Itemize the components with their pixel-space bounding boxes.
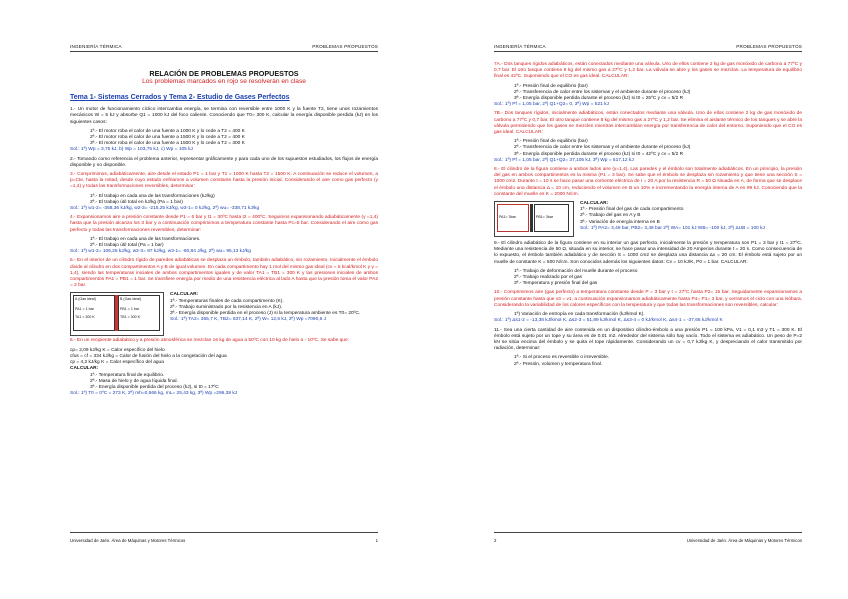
page-2 — [424, 0, 848, 599]
problem-3: 3.- Comprimimos, adiabáticamente, aire desde el estado P1 = 1 bar y T1 = 1000 K hasta T2 = 1500 K. A continuación se reduce el volumen, a p=Cte, hasta la mitad, desde cuyo estado enfriamos a volumen constante hasta la presión inicial. Considerando el aire como gas perfecto (γ =1,4) y todas las transformaciones reversibles, determinar: — [70, 172, 378, 190]
problem-7b-item: 3ª.- Energía disponible perdida durante el proceso (kJ) si t0 = 42ºC y cv = 5/2 R — [514, 151, 684, 157]
problem-7a-item: 1ª.- Presión final de equilibrio (bar) — [514, 83, 588, 89]
problem-7a-item: 3ª.- Energía disponible perdida durante el proceso (kJ) si t0 = 25ºC y cv = 5/2 R — [514, 96, 684, 102]
problem-5-item: 3ª.- Energía disponible perdida en el proceso (J) si la temperatura ambiente es T0= 20ºC. — [170, 311, 361, 317]
compartment-b — [118, 295, 160, 331]
piston — [530, 204, 533, 232]
compartment-a-pressure: PA1 = 1 bar — [75, 307, 94, 312]
problem-8-item: 3ª.- Variación de energía interna en B — [580, 219, 660, 225]
section-heading: Tema 1- Sistemas Cerrados y Tema 2- Estudio de Gases Perfectos — [70, 94, 290, 101]
compartment-a — [73, 295, 115, 331]
problem-6-item: 1ª.- Temperatura final de equilibrio. — [90, 372, 165, 378]
compartment-b-pressure: PB1 = 1 bar — [120, 307, 140, 312]
compartment-b-label: B (Gas ideal) — [120, 297, 141, 302]
compartment-b-pressure: PB1= 3bar — [536, 215, 554, 220]
page-number: 1 — [375, 538, 378, 543]
problem-4-item: 2ª.- El trabajo útil total (Pa = 1 bar) — [90, 243, 164, 249]
problem-8-solution: Sol.: 1ª) PA2= 3,48 bar, PB2= 3,48 bar 2ª) WA= 101 kJ WB= -100 kJ, 3ª) ΔUB = 100 kJ — [580, 225, 765, 231]
problem-3-solution: Sol.: 1ª) w1-2= -358,36 kJ/kg, w2-3= -215,25 kJ/kg, w3-1= 0 kJ/kg, 2ª) wu= -338,71 kJ/kg — [70, 206, 260, 212]
compartment-a-pressure: PA1= 3bar — [499, 215, 516, 220]
problem-8-item: 2ª.- Trabajo del gas en A y B — [580, 213, 641, 219]
problem-7b-solution: Sol.: 1ª) Pf = 1,05 bar, 2ª) Q1+Q2= 37,105 kJ, 3ª) Wp = 517,12 kJ — [494, 157, 634, 163]
document-title: RELACIÓN DE PROBLEMAS PROPUESTOS — [149, 69, 299, 78]
problem-6-data: cfus = cf = 334 kJ/kg = Calor de fusión del hielo a la congelación del agua — [70, 353, 227, 359]
calculate-label: CALCULAR: — [70, 366, 99, 372]
header-right: PROBLEMAS PROPUESTOS — [736, 44, 802, 49]
document-subtitle: Los problemas marcados en rojo se resolverán en clase — [142, 78, 306, 85]
problem-5-item: 1ª.- Temperaturas finales de cada compartimento (K). — [170, 298, 284, 304]
problem-4-solution: Sol.: 1ª) w1-2= 106,26 kJ/kg, w2-3= 87 kJ/kg, w3-1= -60,84 J/kg, 2ª) wu= 95,13 kJ/kg — [70, 249, 251, 255]
compartment-a-temperature: TA1 = 300 K — [75, 314, 95, 319]
problem-6-item: 2ª.- Masa de hielo y de agua líquida final. — [90, 378, 178, 384]
problem-1-item: 1ª.- El motor roba el calor de una fuente a 1000 K y lo cede a T2 = 400 K — [90, 128, 245, 134]
problem-7b-item: 1ª.- Presión final de equilibrio (bar) — [514, 139, 588, 145]
problem-6-solution: Sol.: 1ª) T0 = 0ºC = 273 K, 2ª) mh=0,566 kg, mL= 25,43 kg, 3ª) Wp =296,38 kJ — [70, 391, 238, 397]
calculate-label: CALCULAR: — [580, 201, 609, 207]
footer-left: Universidad de Jaén. Área de Máquinas y Motores Térmicos — [70, 538, 186, 543]
problem-6: 6.- En un recipiente adiabático y a presión atmosférica se mezclan 16 kg de agua a 50ºC con 10 kg de hielo a - 10ºC. Se sabe que: — [70, 338, 349, 344]
problem-5-questions — [170, 292, 378, 323]
problem-5: 5.- En el interior de un cilindro rígido de paredes adiabáticas se desplaza un émbolo, también adiabático, sin rozamiento. Inicialmente el émbolo divide al cilindro en dos compartimentos A y B de igual volumen. En cada compartimento hay 1 mol del mismo gas ideal (cv = 5 kcal/kmol K y γ = 1,4), siendo las temperaturas iniciales de ambos compartimentos iguales y de valor TA1 = TB1 = 300 K y las presiones iniciales de ambos compartimentos PA1 = PB1 = 1 bar. Se transfiere energía por medio de una resistencia eléctrica al lado A hasta que la presión toma el valor PA2 = 2 bar. — [70, 258, 378, 289]
problem-1-item: 2ª.- El motor roba el calor de una fuente a 1500 K y lo cede a T2 = 400 K — [90, 135, 245, 141]
problem-7a-item: 2ª.- Transferencia de calor entre los sistemas y el ambiente durante el proceso (kJ) — [514, 89, 691, 95]
footer-right: Universidad de Jaén. Área de Máquinas y Motores Térmicos — [686, 538, 802, 543]
problem-9: 9.- El cilindro adiabático de la figura contiene en su interior un gas perfecto, inicialmente la presión y temperatura son P1 = 3 bar y t1 = 27ºC. Mediante una resistencia de 50 Ω, situada en su interior, se hace pasar una intensidad de 20 Amperios durante t = 20 s. Como consecuencia de lo expuesto, el émbolo también adiabático y de sección S = 1000 cm2 se desplaza una distancia Δx = 20 cm. El émbolo está sujeto por un muelle de constante K = 500 N/cm. Son conocidos además los siguientes datos: Cv = 10 kJ/K, P0 = 1 bar. CALCULAR: — [494, 241, 802, 265]
problem-4-item: 1ª.- El trabajo en cada una de las transformaciones. — [90, 236, 201, 242]
problem-1-solution: Sol.: 1ª) Wp = 3,75 kJ, b) Wp = 103,75 kJ, c) Wp = 105 kJ — [70, 147, 193, 153]
problem-10-solution: Sol.: 1ª) Δs1-2 = -13,38 kJ/kmol K, Δs2-3 = 51,89 kJ/kmol K, Δs3-4 = 0 kJ/kmol K, Δs4-1 = -37,66 kJ/kmol K — [494, 318, 723, 324]
problem-5-solution: Sol.: 1ª) TA2= 365,7 K, TB2= 837,14 K, 2ª) W= 12,6 kJ, 3ª) Wp =7090,6 J — [170, 317, 326, 323]
problem-3-item: 1ª.- El trabajo en cada una de las transformaciones (kJ/kg) — [90, 193, 215, 199]
problem-6-item: 3ª.- Energía disponible perdida del proceso (kJ), si t0 = 17ºC — [90, 384, 219, 390]
cylinder-figure — [70, 292, 164, 336]
problem-8-questions — [580, 201, 802, 232]
problem-7a: 7A.- Dos tanques rígidos adiabáticos, están conectados mediante una válvula. Uno de ellos contiene 2 kg de gas monóxido de carbono a 77ºC y 0,7 bar. El otro tanque contiene 8 kg del mismo gas a 27ºC y 1,2 bar. La válvula se abre y los gases se mezclan. La temperatura de equilibrio final es 42ºC. Suponiendo que el CO es gas ideal. CALCULAR: — [494, 62, 802, 80]
compartment-b-temperature: TB1 = 300 K — [120, 314, 141, 319]
page-2-body — [494, 62, 802, 368]
page-header — [494, 44, 802, 52]
problem-9-item: 2ª.- Trabajo realizado por el gas — [514, 275, 582, 281]
problem-2: 2.- Tomando como referencia el problema anterior, representar gráficamente y para cada uno de los supuestos estudiados, los flujos de energía disponible y no disponible. — [70, 156, 378, 168]
problem-8-block — [494, 201, 802, 241]
page-number: 2 — [494, 538, 497, 543]
problem-5-item: 2ª.- Trabajo suministrado por la resistencia en A (kJ). — [170, 304, 283, 310]
problem-5-block — [70, 292, 378, 338]
problem-10-item: 1ª) Variación de entropía en cada transformación (kJ/kmol K). — [514, 312, 645, 318]
problem-6-data: cp = 4,2 kJ/kg K = Calor específico del agua — [70, 360, 164, 366]
problem-4: 4.- Expansionamos aire a presión constante desde P1 = 6 bar y t1 = 30ºC hasta t2 = 400ºC. Seguimos expansionando adiabáticamente (γ =1,4) hasta que la presión alcanza los 3 bar y a continuación comprimimos a temperatura constante hasta Pc=5 bar. Considerando el aire como gas perfecto y todas las transformaciones reversibles, determinar: — [70, 215, 378, 233]
compartment-b — [534, 204, 569, 232]
problem-10: 10.- Comprimimos aire (gas perfecto) a temperatura constante desde P = 3 bar y t = 27ºC hasta P2= 15 bar. Seguidamente expansionamos a presión constante hasta que v3 = v1, a continuación expansionamos adiabáticamente hasta P4= P1= 3 bar, y cerramos el ciclo con una isóbara. Considerando la variabilidad de los calores específicos con la temperatura y que todas las transformaciones son reversibles, calcular: — [494, 290, 802, 308]
header-left: INGENIERÍA TÉRMICA — [494, 44, 546, 49]
compartment-a — [497, 204, 529, 232]
problem-3-item: 2ª.- El trabajo útil total en kJ/kg (Pa = 1 bar) — [90, 199, 183, 205]
problem-9-item: 3ª.- Temperatura y presión final del gas — [514, 281, 598, 287]
problem-1-item: 3ª.- El motor roba el calor de una fuente a 1500 K y lo cede a T2 = 300 K — [90, 141, 245, 147]
problem-11-item: 2ª.- Presión, volumen y temperatura final. — [514, 361, 603, 367]
problem-1: 1.- Un motor de funcionamiento cíclico intercambia energía, se termina con reversible entre 1000 K y la fuente T2, tiene unos rozamientos mecánicos W = 5 kJ y absorbe Q1 = 1000 kJ del foco caliente. Conociendo que T0= 300 K, calcular la energía disponible perdida (kJ) en los siguientes casos: — [70, 107, 378, 125]
header-right: PROBLEMAS PROPUESTOS — [312, 44, 378, 49]
header-left: INGENIERÍA TÉRMICA — [70, 44, 122, 49]
problem-11: 11.- Sea una cierta cantidad de aire contenida en un dispositivo cilindro-émbolo a una presión P1 = 100 kPa, V1 = 0,1 m3 y T1 = 300 K. El émbolo está sujeto por un tope y su área es de 0,01 m2. Alrededor del sistema sólo hay vacío. Todo el sistema es adiabático. Un peso de P=2 kN se sitúa encima del émbolo y se quita el tope rápidamente. Considerando un cv = 0,7 kJ/kg K, y despreciando el calor transmitido por radiación, determinar: — [494, 327, 802, 352]
page-header — [70, 44, 378, 52]
problem-9-item: 1ª.- Trabajo de deformación del muelle durante el proceso — [514, 268, 638, 274]
page-footer — [494, 532, 802, 543]
problem-7a-solution: Sol.: 1ª) Pf = 1,05 bar, 2ª) Q1+Q2= 0, 3ª) Wp = 521 kJ — [494, 102, 609, 108]
calculate-label: CALCULAR: — [170, 292, 199, 298]
problem-8: 8.- El cilindro de la figura contiene a ambos lados aire (γ=1,4). Las paredes y el émbolo son totalmente adiabáticos. En un principio, la presión del gas en ambos compartimentos es la misma (P1 = 3 bar). Se sabe que el émbolo se desplaza sin rozamiento y que tiene una sección S = 1000 cm2. Durante t = 10 s se hace pasar una corriente eléctrica de I = 20 A por la resistencia R = 50 Ω situada en A, de forma que se desplace el émbolo una distancia Δ = 10 cm, reduciendo el volumen en B un 10% e incrementando la energía interna de A en 99 kJ. Conociendo que la constante del muelle es K = 2000 N/cm. — [494, 167, 802, 197]
problem-7b-item: 2ª.- Transferencia de calor entre los sistemas y el ambiente durante el proceso (kJ) — [514, 145, 691, 151]
cylinder-figure-8 — [494, 201, 574, 237]
problem-6-data: cp= 2,09 kJ/kg K = Calor específico del hielo — [70, 347, 165, 353]
problem-8-item: 1ª.- Presión final del gas de cada compartimento — [580, 207, 684, 213]
problem-11-item: 1ª.- Si el proceso es reversible o irreversible. — [514, 355, 610, 361]
page-footer — [70, 532, 378, 543]
compartment-a-label: A (Gas ideal) — [75, 297, 96, 302]
page-1-body — [70, 70, 378, 400]
problem-7b: 7B.- Dos tanques rígidos, inicialmente adiabáticos, están conectados mediante una válvula. Uno de ellos contiene 2 kg de gas monóxido de carbono a 77ºC y 0,7 bar. El otro tanque contiene 8 kg del mismo gas a 27ºC y 1,2 bar. Se elimina el aislante térmico de los tanques y se abre la válvula permitiendo que los gases se mezclen mientras intercambian energía por transferencia de calor del entorno. Suponiendo que el CO es gas ideal. CALCULAR: — [494, 111, 802, 136]
